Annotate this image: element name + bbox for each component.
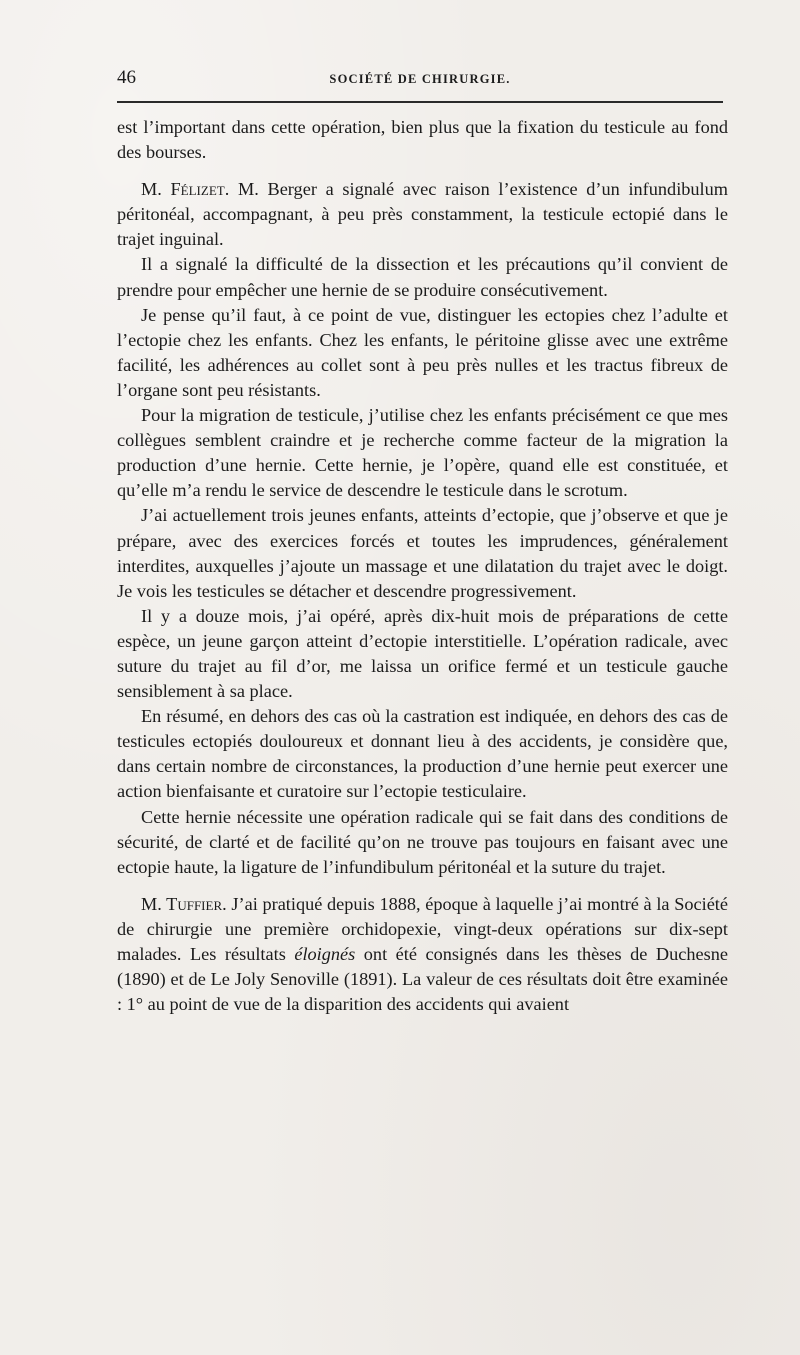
paragraph-4: Je pense qu’il faut, à ce point de vue, distinguer les ectopies chez l’adulte et l’ectopie chez les enfants. Chez les enfants, le péritoine glisse avec une extrême facilité, les adhérences au collet sont à peu près nulles et les tractus fibreux de l’organe sont peu résistants.	[117, 304, 728, 400]
body-text	[117, 115, 728, 1017]
header-rule	[117, 101, 723, 103]
paragraph-3: Il a signalé la difficulté de la dissection et les précautions qu’il convient de prendre pour empêcher une hernie de se produire consécutivement.	[117, 254, 728, 300]
paragraph-8: En résumé, en dehors des cas où la castration est indiquée, en dehors des cas de testicules ectopiés douloureux et donnant lieu à des accidents, je considère que, dans certain nombre de circonstances, la production d’une hernie peut exercer une action bienfaisante et curatoire sur l’ectopie testiculaire.	[117, 706, 728, 802]
paragraph-10-text-b: ont été consignés dans les thèses de Duchesne (1890) et de Le Joly Senoville (1891). La valeur de ces résultats doit être examinée : 1° au point de vue de la disparition des accidents qui avaient	[117, 944, 728, 1015]
paragraph-9: Cette hernie nécessite une opération radicale qui se fait dans des conditions de sécurité, de clarté et de facilité qu’on ne trouve pas toujours en faisant avec une ectopie haute, la ligature de l’infundibulum péritonéal et la suture du trajet.	[117, 806, 728, 877]
paragraph-10-text-a: J’ai pratiqué depuis 1888, époque à laquelle j’ai montré à la Société de chirurgie une première orchidopexie, vingt-deux opérations sur dix-sept malades. Les résultats	[117, 893, 729, 964]
paragraph-2-text: M. Berger a signalé avec raison l’existence d’un infundibulum péritonéal, accompagnant, à peu près constamment, la testicule ectopié dans le trajet inguinal.	[117, 179, 728, 250]
paragraph-2	[117, 177, 728, 252]
paragraph-7: Il y a douze mois, j’ai opéré, après dix-huit mois de préparations de cette espèce, un jeune garçon atteint d’ectopie interstitielle. L’opération radicale, avec suture du trajet au fil d’or, me laissa un orifice fermé et un testicule gauche sensiblement à sa place.	[117, 605, 728, 702]
speaker-name-felizet: M. Félizet.	[141, 179, 230, 200]
speaker-name-tuffier: M. Tuffier.	[141, 893, 227, 914]
paragraph-6: J’ai actuellement trois jeunes enfants, atteints d’ectopie, que j’observe et que je prépare, avec des exercices forcés et toutes les imprudences, généralement interdites, auxquelles j’ajoute un massage et une dilatation du trajet avec le doigt. Je vois les testicules se détacher et descendre progressivement.	[117, 505, 728, 601]
page-number: 46	[117, 67, 136, 88]
page-header	[117, 66, 723, 96]
paragraph-10-emphasis: éloignés	[294, 944, 356, 964]
paragraph-10	[117, 892, 728, 1017]
paragraph-1: est l’important dans cette opération, bien plus que la fixation du testicule au fond des bourses.	[117, 117, 728, 163]
running-head: SOCIÉTÉ DE CHIRURGIE.	[329, 72, 511, 86]
paragraph-5: Pour la migration de testicule, j’utilise chez les enfants précisément ce que mes collègues semblent craindre et je recherche comme facteur de la migration la production d’une hernie. Cette hernie, je l’opère, quand elle est constituée, et qu’elle m’a rendu le service de descendre le testicule dans le scrotum.	[117, 405, 728, 501]
